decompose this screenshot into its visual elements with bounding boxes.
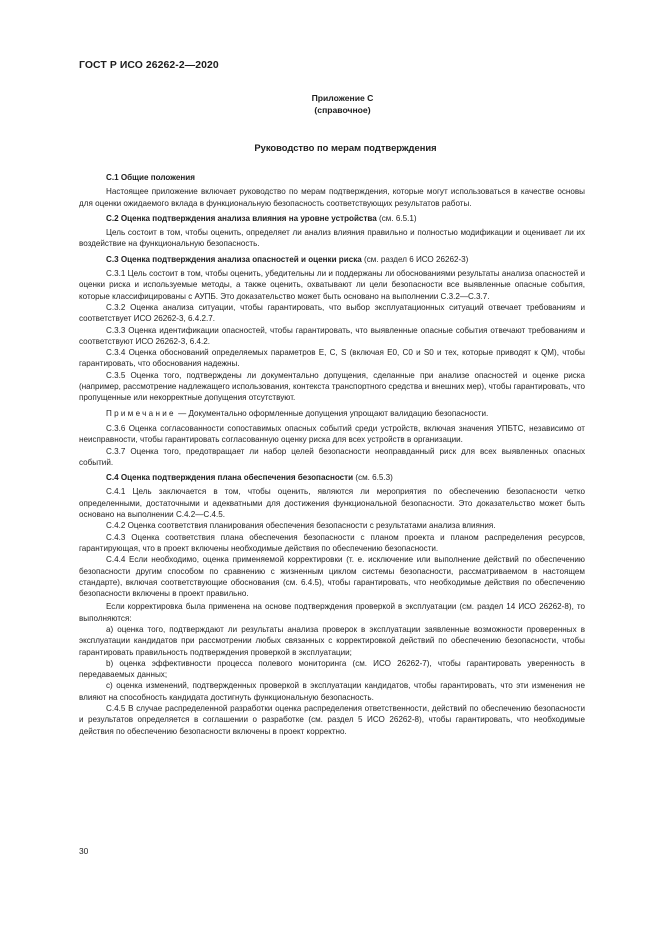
standard-code: ГОСТ Р ИСО 26262-2—2020 [79,60,219,71]
paragraph: С.4.1 Цель заключается в том, чтобы оценить, являются ли мероприятия по обеспечению безопасности четко определенными, достаточными и адекватными для достижения функциональной безопасности. Это доказательство может быть основано на выполнении С.4.2—С.4.5. [79,487,585,520]
paragraph: С.3.2 Оценка анализа ситуации, чтобы гарантировать, что выбор эксплуатационных ситуаций отвечает требованиям и соответствует ИСО 26262-3, 6.4.2.7. [79,302,585,324]
paragraph: С.3.3 Оценка идентификации опасностей, чтобы гарантировать, что выявленные опасные события отвечают требованиям и соответствуют ИСО 26262-3, 6.4.2. [79,325,585,346]
section-heading-c4: С.4 Оценка подтверждения плана обеспечения безопасности (см. 6.5.3) [106,473,393,483]
list-item: с) оценка изменений, подтвержденных проверкой в эксплуатации кандидатов, чтобы гарантировать, что эти изменения не влияют на способность кандидата достигнуть функциональную безопасность. [79,681,585,702]
section-heading-c3: С.3 Оценка подтверждения анализа опасностей и оценки риска (см. раздел 6 ИСО 26262-3) [106,254,469,264]
paragraph: С.3.7 Оценка того, предотвращает ли набор целей безопасности неоправданный риск для всех выявленных опасных событий. [79,446,585,467]
paragraph: С.4.3 Оценка соответствия плана обеспечения безопасности с планом проекта и планом распределения ресурсов, гарантирующая, что в проект включены необходимые действия по обеспечению безопасности. [79,532,585,553]
paragraph: С.3.6 Оценка согласованности сопоставимых опасных событий среди устройств, включая значения УПБТС, независимо от неисправности, чтобы гарантировать согласованную оценку риска для всех устройств в организации. [79,423,585,445]
paragraph: Цель состоит в том, чтобы оценить, определяет ли анализ влияния правильно и полностью модификации и оценивает ли их воздействие на функциональную безопасность. [79,228,585,249]
page-number: 30 [79,846,89,856]
paragraph: С.4.4 Если необходимо, оценка применяемой корректировки (т. е. исключение или выполнение действий по обеспечению безопасности другим способом по сравнению с жизненным циклом системы безопасности, рассматриваемом в настоящем стандарте), включая соответствующие обоснования (см. 6.4.5), чтобы гарантировать, что необходимые действия по обеспечению безопасности включены в проект правильно. [79,555,585,599]
note-text: — Документально оформленные допущения упрощают валидацию безопасности. [175,408,489,418]
appendix-title: Приложение С [311,93,374,103]
paragraph: С.4.2 Оценка соответствия планирования обеспечения безопасности с результатами анализа влияния. [106,521,496,531]
list-item: а) оценка того, подтверждают ли результаты анализа проверок в эксплуатации заявленные возможности проверенных в эксплуатации кандидатов при рассмотрении любых связанных с корректировкой действий по обеспечению безопасности, чтобы гарантировать правильность подтверждения проверкой в эксплуатации; [79,624,585,657]
appendix-heading [0,92,661,116]
document-body [79,168,585,737]
paragraph: Если корректировка была применена на основе подтверждения проверкой в эксплуатации (см. раздел 14 ИСО 26262-8), то выполняются: [79,602,585,623]
list-item: b) оценка эффективности процесса полевого мониторинга (см. ИСО 26262-7), чтобы гарантировать уверенность в передаваемых данных; [79,658,585,680]
paragraph: С.3.4 Оценка обоснований определяемых параметров Е, С, S (включая Е0, С0 и S0 и тех, которые приводят к QM), чтобы гарантировать, что обоснования надежны. [79,348,585,369]
section-heading-c2: С.2 Оценка подтверждения анализа влияния на уровне устройства (см. 6.5.1) [106,213,417,223]
paragraph: С.3.1 Цель состоит в том, чтобы оценить, убедительны ли и поддержаны ли обоснованиями результаты анализа опасностей и оценки риска и используемые методы, а также оценить, охватывают ли цели безопасности все выявленные опасные события, которые классифицированы с АУПБ. Это доказательство может быть основано на выполнении С.3.2—С.3.7. [79,269,585,301]
note [79,408,585,419]
paragraph: С.4.5 В случае распределенной разработки оценка распределения ответственности, действий по обеспечению безопасности и результатов определяется в соглашении о разработке (см. раздел 5 ИСО 26262-8), чтобы гарантировать, что необходимые действия по обеспечению безопасности включены в проект корректно. [79,704,585,736]
appendix-subtitle: (справочное) [314,105,371,115]
document-title: Руководство по мерам подтверждения [254,142,437,153]
paragraph: Настоящее приложение включает руководство по мерам подтверждения, которые могут использоваться в качестве основы для оценки ожидаемого вклада в функциональную безопасность соответствующих результатов работы. [79,187,585,208]
section-heading-c1: С.1 Общие положения [106,173,195,182]
paragraph: С.3.5 Оценка того, подтверждены ли документально допущения, сделанные при анализе опасностей и оценке риска (например, рассмотрение надлежащего использования, контекста транспортного средства и внешних мер), чтобы гарантировать, что пропущенные или некорректные допущения отсутствуют. [79,370,585,403]
note-label: Примечание [106,408,176,418]
